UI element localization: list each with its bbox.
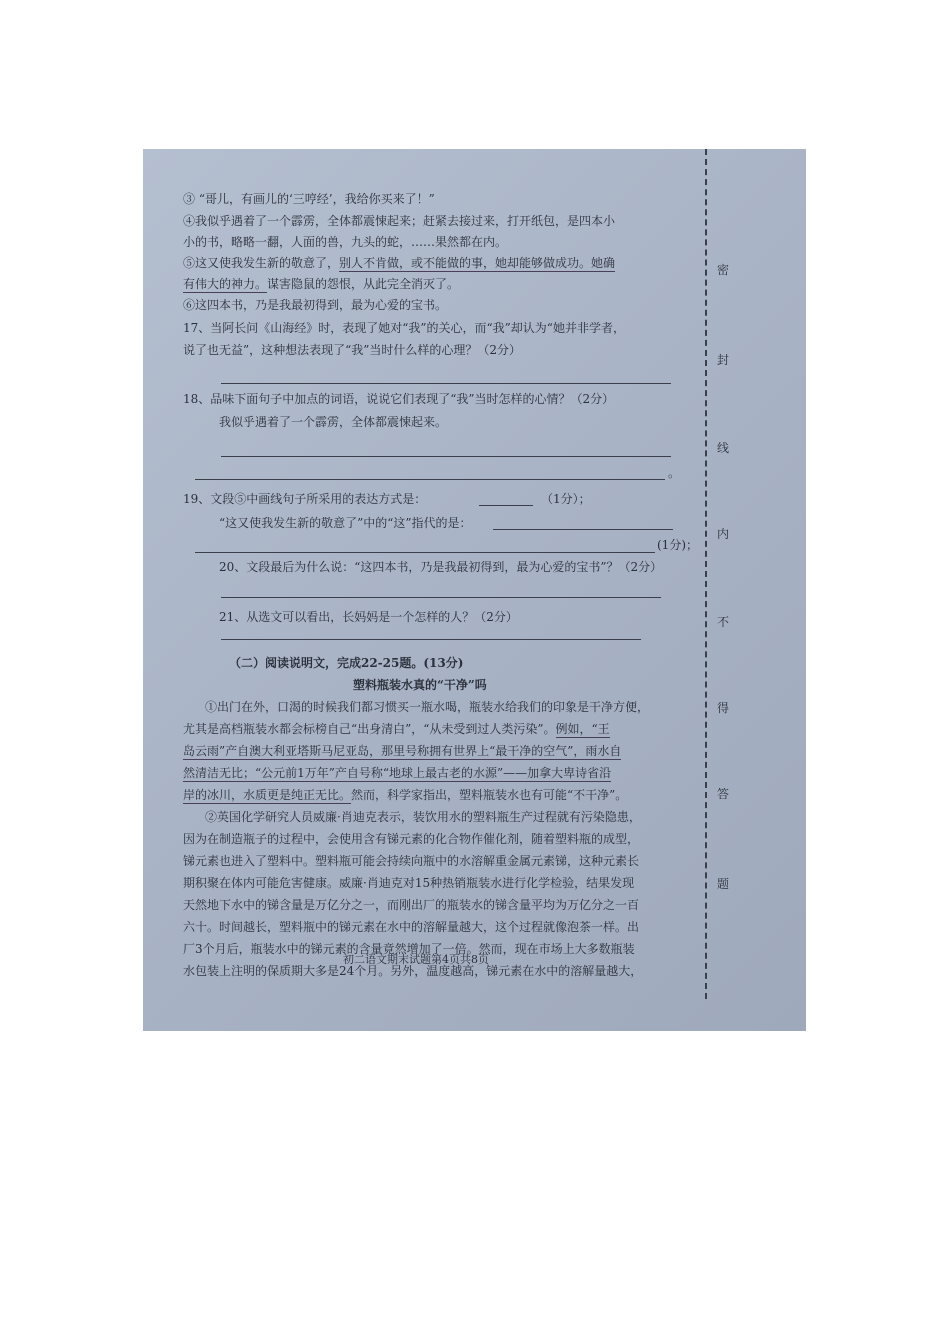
article-line [183, 787, 627, 803]
margin-char: 不 [717, 615, 730, 629]
score: （1分）； [541, 492, 591, 506]
article-line: 期积聚在体内可能危害健康。威廉·肖迪克对15种热销瓶装水进行化学检验，结果发现 [183, 876, 635, 890]
plain-text: 尤其是高档瓶装水都会标榜自己“出身清白”，“从未受到过人类污染”。 [183, 722, 556, 736]
margin-char: 封 [717, 353, 730, 367]
margin-char: 线 [717, 441, 730, 455]
underlined-sentence: 岛云雨”产自澳大利亚塔斯马尼亚岛，那里号称拥有世界上“最干净的空气”，雨水自 [183, 744, 622, 758]
score: (1分)； [657, 538, 698, 552]
article-line: 天然地下水中的锑含量是万亿分之一，而刚出厂的瓶装水的锑含量平均为万亿分之一百 [183, 898, 640, 912]
underlined-sentence: 岸的冰川，水质更是纯正无比。 [183, 788, 352, 802]
article-line: ①出门在外，口渴的时候我们都习惯买一瓶水喝，瓶装水给我们的印象是干净方便， [205, 700, 650, 714]
margin-char: 题 [717, 877, 730, 891]
question-19-cont: “这又使我发生新的敬意了”中的“这”指代的是： [219, 516, 472, 530]
exam-page [183, 177, 703, 1012]
margin-char: 得 [717, 701, 730, 715]
article-title: 塑料瓶装水真的“干净”吗 [353, 678, 487, 692]
article-line [183, 765, 611, 781]
photographed-exam-sheet [143, 149, 806, 1031]
underlined-sentence: 有伟大的神力。 [183, 277, 268, 291]
question-17: 17、当阿长问《山海经》时，表现了她对“我”的关心，而“我”却认为“她并非学者， [183, 321, 625, 335]
underlined-sentence: 然清洁无比；“公元前1万年”产自号称“地球上最古老的水源”——加拿大卑诗省沿 [183, 766, 612, 780]
answer-line[interactable] [221, 639, 641, 640]
period-mark: 。 [668, 466, 681, 480]
answer-line[interactable] [195, 479, 665, 480]
article-line: ②英国化学研究人员威廉·肖迪克表示，装饮用水的塑料瓶生产过程就有污染隐患， [205, 810, 641, 824]
passage-line [183, 255, 615, 271]
plain-text: 谋害隐鼠的怨恨，从此完全消灭了。 [267, 277, 460, 291]
dashed-cut-line [705, 149, 707, 999]
question-20: 20、文段最后为什么说：“这四本书，乃是我最初得到，最为心爱的宝书”？（2分） [219, 560, 663, 574]
passage-line: 小的书，略略一翻，人面的兽，九头的蛇，……果然都在内。 [183, 235, 508, 249]
passage-line: ④我似乎遇着了一个霹雳，全体都震悚起来；赶紧去接过来，打开纸包，是四本小 [183, 214, 616, 228]
passage-line: ⑥这四本书，乃是我最初得到，最为心爱的宝书。 [183, 298, 448, 312]
passage-line: ③ “哥儿，有画儿的‘三哼经’，我给你买来了！” [183, 192, 435, 206]
article-line: 厂3个月后，瓶装水中的锑元素的含量竟然增加了一倍。然而，现在市场上大多数瓶装 [183, 942, 635, 956]
margin-char: 密 [717, 263, 730, 277]
answer-line[interactable] [195, 552, 655, 553]
answer-line[interactable] [221, 597, 661, 598]
section-heading: （二）阅读说明文，完成22-25题。(13分) [229, 656, 464, 670]
binding-margin [705, 149, 806, 1031]
question-18-sentence: 我似乎遇着了一个霹雳，全体都震悚起来。 [219, 415, 448, 429]
answer-line[interactable] [221, 456, 671, 457]
underlined-sentence: 别人不肯做，或不能做的事，她却能够做成功。她确 [339, 256, 616, 270]
answer-line[interactable] [493, 529, 673, 530]
article-line [183, 743, 621, 759]
article-line: 六十。时间越长，塑料瓶中的锑元素在水中的溶解量越大，这个过程就像泡茶一样。出 [183, 920, 640, 934]
article-line: 锑元素也进入了塑料中。塑料瓶可能会持续向瓶中的水溶解重金属元素锑，这种元素长 [183, 854, 640, 868]
margin-char: 答 [717, 787, 730, 801]
question-17-cont: 说了也无益”，这种想法表现了“我”当时什么样的心理？（2分） [183, 343, 522, 357]
margin-char: 内 [717, 527, 730, 541]
article-line: 因为在制造瓶子的过程中，会使用含有锑元素的化合物作催化剂，随着塑料瓶的成型， [183, 832, 640, 846]
underlined-sentence: 例如，“王 [555, 722, 610, 736]
page-footer: 初二语文期末试题第4页共8页 [343, 953, 489, 966]
article-line: 水包装上注明的保质期大多是24个月。另外，温度越高，锑元素在水中的溶解量越大， [183, 964, 643, 978]
plain-text: 然而，科学家指出，塑料瓶装水也有可能“不干净”。 [351, 788, 628, 802]
passage-line [183, 276, 459, 292]
plain-text: ⑤这又使我发生新的敬意了， [183, 256, 340, 270]
question-19: 19、文段⑤中画线句子所采用的表达方式是： [183, 492, 427, 506]
question-18: 18、品味下面句子中加点的词语，说说它们表现了“我”当时怎样的心情？（2分） [183, 392, 615, 406]
answer-blank[interactable] [479, 505, 533, 506]
article-line [183, 721, 610, 737]
answer-line[interactable] [221, 383, 671, 384]
question-21: 21、从选文可以看出，长妈妈是一个怎样的人？（2分） [219, 610, 518, 624]
